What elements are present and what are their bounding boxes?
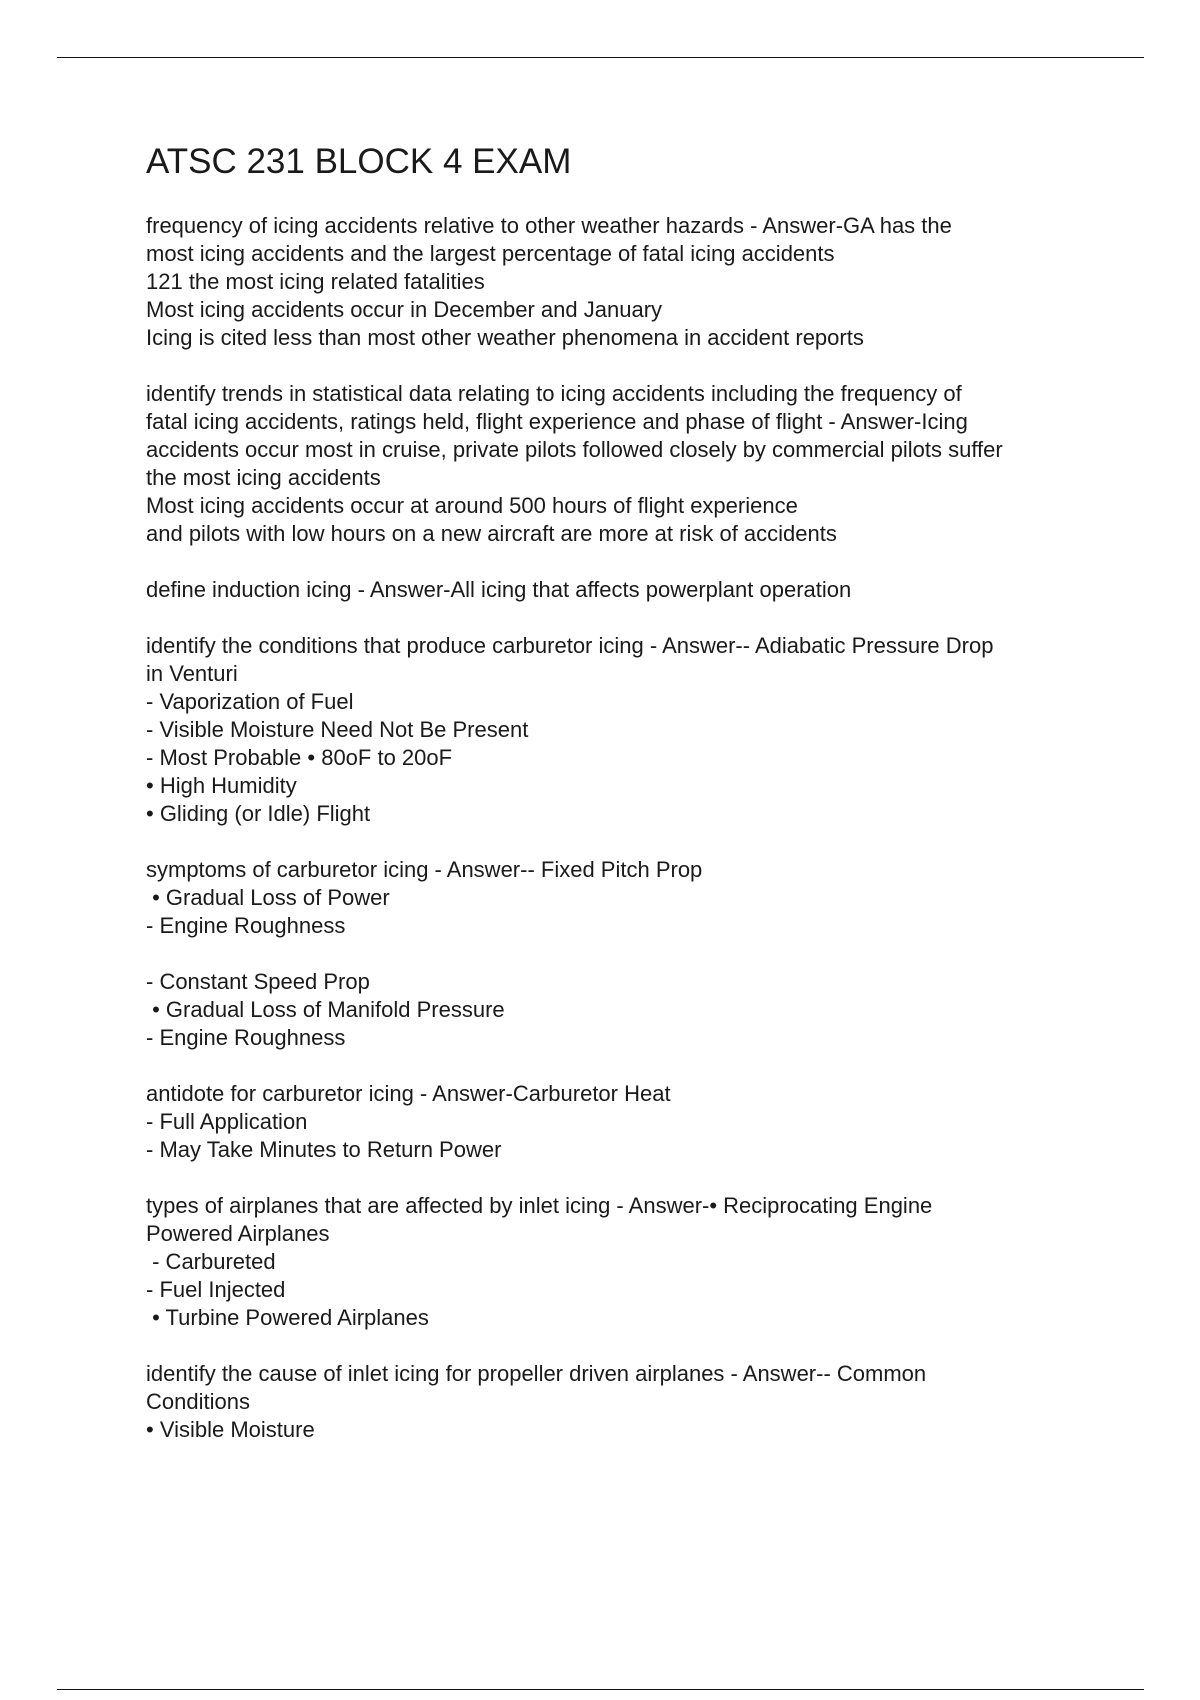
document-page	[146, 140, 1096, 1472]
entry-line: Most icing accidents occur at around 500 hours of flight experience	[146, 493, 798, 518]
entry-line: - Most Probable • 80oF to 20oF	[146, 745, 453, 770]
entry-line: frequency of icing accidents relative to other weather hazards - Answer-GA has the	[146, 213, 952, 238]
qa-entry	[146, 576, 1096, 604]
qa-entry	[146, 212, 1096, 352]
entry-line: • Gliding (or Idle) Flight	[146, 801, 371, 826]
document-title: ATSC 231 BLOCK 4 EXAM	[146, 142, 572, 181]
entry-line: • Visible Moisture	[146, 1417, 315, 1442]
entry-line: antidote for carburetor icing - Answer-Carburetor Heat	[146, 1081, 671, 1106]
entry-line: - Constant Speed Prop	[146, 969, 370, 994]
entry-line: the most icing accidents	[146, 465, 381, 490]
entry-line: • High Humidity	[146, 773, 297, 798]
entry-line: 121 the most icing related fatalities	[146, 269, 485, 294]
entry-line: Powered Airplanes	[146, 1221, 330, 1246]
entry-line: Icing is cited less than most other weather phenomena in accident reports	[146, 325, 864, 350]
entry-line: Conditions	[146, 1389, 250, 1414]
entry-line: • Gradual Loss of Manifold Pressure	[146, 997, 505, 1022]
qa-entry	[146, 968, 1096, 1052]
entry-line: - Carbureted	[146, 1249, 276, 1274]
entry-line: identify the cause of inlet icing for propeller driven airplanes - Answer-- Common	[146, 1361, 927, 1386]
top-divider	[57, 57, 1144, 58]
bottom-divider	[57, 1689, 1144, 1690]
entry-line: symptoms of carburetor icing - Answer-- Fixed Pitch Prop	[146, 857, 703, 882]
qa-entry	[146, 856, 1096, 940]
entry-line: types of airplanes that are affected by inlet icing - Answer-• Reciprocating Engine	[146, 1193, 933, 1218]
qa-entry	[146, 632, 1096, 828]
qa-entry	[146, 1080, 1096, 1164]
qa-entry	[146, 380, 1096, 548]
entry-line: fatal icing accidents, ratings held, flight experience and phase of flight - Answer-Icing	[146, 409, 968, 434]
entry-line: define induction icing - Answer-All icing that affects powerplant operation	[146, 577, 852, 602]
qa-entry	[146, 1360, 1096, 1444]
entry-line: identify the conditions that produce carburetor icing - Answer-- Adiabatic Pressure Drop	[146, 633, 994, 658]
entry-line: and pilots with low hours on a new aircraft are more at risk of accidents	[146, 521, 837, 546]
entry-line: identify trends in statistical data relating to icing accidents including the frequency of	[146, 381, 962, 406]
qa-entries	[146, 212, 1096, 1444]
entry-line: - Engine Roughness	[146, 913, 346, 938]
entry-line: • Gradual Loss of Power	[146, 885, 390, 910]
entry-line: in Venturi	[146, 661, 238, 686]
entry-line: - Visible Moisture Need Not Be Present	[146, 717, 529, 742]
qa-entry	[146, 1192, 1096, 1332]
entry-line: accidents occur most in cruise, private pilots followed closely by commercial pilots suffer	[146, 437, 1003, 462]
entry-line: most icing accidents and the largest percentage of fatal icing accidents	[146, 241, 835, 266]
entry-line: - May Take Minutes to Return Power	[146, 1137, 502, 1162]
entry-line: • Turbine Powered Airplanes	[146, 1305, 429, 1330]
entry-line: Most icing accidents occur in December and January	[146, 297, 663, 322]
entry-line: - Engine Roughness	[146, 1025, 346, 1050]
entry-line: - Fuel Injected	[146, 1277, 286, 1302]
entry-line: - Full Application	[146, 1109, 308, 1134]
entry-line: - Vaporization of Fuel	[146, 689, 354, 714]
